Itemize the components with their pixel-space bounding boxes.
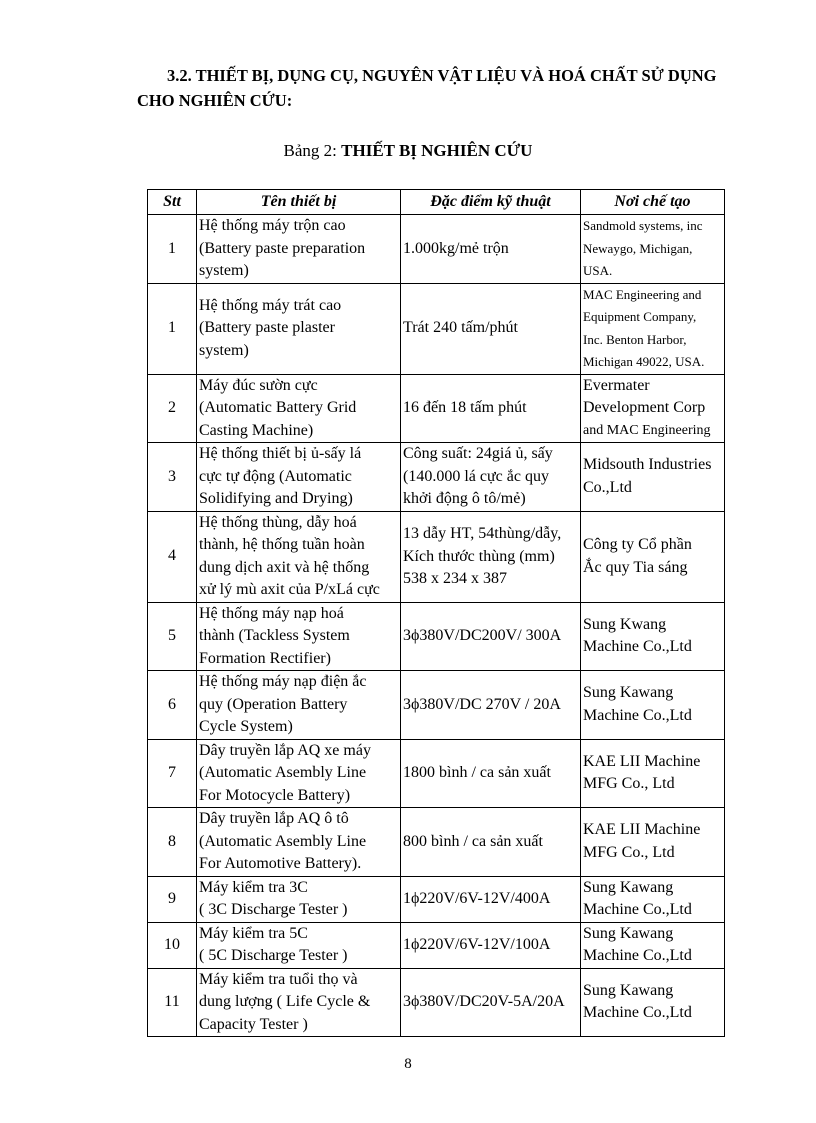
row-manufacturer bbox=[581, 808, 725, 877]
row-equipment-name-line: ( 5C Discharge Tester ) bbox=[199, 947, 348, 964]
row-specification-line: 16 đến 18 tấm phút bbox=[403, 399, 527, 416]
header-stt: Stt bbox=[148, 190, 197, 215]
row-specification-line: 3ϕ380V/DC 270V / 20A bbox=[403, 695, 561, 713]
row-manufacturer bbox=[581, 739, 725, 808]
row-specification bbox=[401, 374, 581, 443]
row-equipment-name-line: thành, hệ thống tuần hoàn bbox=[199, 536, 365, 553]
row-equipment-name-line: system) bbox=[199, 341, 249, 359]
row-equipment-name-line: (Automatic Asembly Line bbox=[199, 832, 367, 850]
row-manufacturer-line: Michigan 49022, USA. bbox=[583, 354, 705, 369]
row-stt: 8 bbox=[148, 808, 197, 877]
row-specification bbox=[401, 876, 581, 922]
row-equipment-name-line: (Automatic Asembly Line bbox=[199, 764, 367, 781]
row-specification-line: (140.000 lá cực ắc quy bbox=[403, 467, 549, 485]
row-specification bbox=[401, 443, 581, 512]
row-manufacturer-line: USA. bbox=[583, 263, 613, 278]
row-equipment-name-line: For Motocycle Battery) bbox=[199, 786, 351, 804]
row-manufacturer bbox=[581, 374, 725, 443]
row-specification bbox=[401, 968, 581, 1037]
row-equipment-name-line: Capacity Tester ) bbox=[199, 1015, 308, 1033]
row-equipment-name bbox=[197, 602, 401, 671]
table-header-row bbox=[148, 190, 725, 215]
header-specification: Đặc điểm kỹ thuật bbox=[401, 190, 581, 215]
row-manufacturer bbox=[581, 443, 725, 512]
row-equipment-name-line: dung dịch axit và hệ thống bbox=[199, 558, 370, 576]
row-equipment-name-line: Solidifying and Drying) bbox=[199, 490, 353, 507]
row-stt: 1 bbox=[148, 215, 197, 284]
row-manufacturer-line: Machine Co.,Ltd bbox=[583, 947, 692, 964]
row-manufacturer-line: Sung Kawang bbox=[583, 684, 674, 702]
row-manufacturer-line: and MAC Engineering bbox=[583, 422, 711, 438]
row-equipment-name bbox=[197, 374, 401, 443]
row-specification-line: 1ϕ220V/6V-12V/100A bbox=[403, 935, 551, 953]
table-row bbox=[148, 922, 725, 968]
row-manufacturer-line: Machine Co.,Ltd bbox=[583, 706, 692, 724]
table-row bbox=[148, 443, 725, 512]
row-manufacturer-line: Development Corp bbox=[583, 399, 706, 416]
row-stt: 7 bbox=[148, 739, 197, 808]
table-row bbox=[148, 511, 725, 602]
row-equipment-name-line: xử lý mù axit của P/xLá cực bbox=[199, 581, 380, 598]
row-specification-line: 3ϕ380V/DC200V/ 300A bbox=[403, 627, 562, 644]
section-heading-line-1: 3.2. THIẾT BỊ, DỤNG CỤ, NGUYÊN VẬT LIỆU VÀ HOÁ CHẤT SỬ DỤNG bbox=[167, 66, 717, 85]
row-manufacturer-line: Sandmold systems, inc bbox=[583, 218, 703, 233]
row-manufacturer-line: Evermater bbox=[583, 376, 650, 394]
table-row bbox=[148, 876, 725, 922]
row-manufacturer-line: Ắc quy Tia sáng bbox=[583, 558, 688, 576]
row-equipment-name bbox=[197, 876, 401, 922]
row-equipment-name-line: Dây truyền lắp AQ ô tô bbox=[199, 810, 349, 827]
row-specification bbox=[401, 671, 581, 740]
section-heading-line-2: CHO NGHIÊN CỨU: bbox=[137, 91, 293, 110]
header-manufacturer: Nơi chế tạo bbox=[581, 190, 725, 215]
row-manufacturer-line: Inc. Benton Harbor, bbox=[583, 331, 687, 347]
row-equipment-name-line: Máy kiểm tra tuổi thọ và bbox=[199, 970, 358, 988]
row-stt: 6 bbox=[148, 671, 197, 740]
row-equipment-name-line: thành (Tackless System bbox=[199, 627, 350, 644]
row-manufacturer-line: MFG Co., Ltd bbox=[583, 775, 675, 793]
row-equipment-name-line: dung lượng ( Life Cycle & bbox=[199, 993, 371, 1010]
table-row bbox=[148, 215, 725, 284]
row-stt: 11 bbox=[148, 968, 197, 1037]
row-specification bbox=[401, 922, 581, 968]
row-manufacturer-line: Newaygo, Michigan, bbox=[583, 240, 693, 256]
row-manufacturer-line: Sung Kawang bbox=[583, 981, 674, 999]
row-specification bbox=[401, 215, 581, 284]
row-equipment-name bbox=[197, 511, 401, 602]
row-manufacturer-line: Equipment Company, bbox=[583, 309, 697, 324]
row-specification-line: Trát 240 tấm/phút bbox=[403, 319, 518, 337]
row-manufacturer-line: Co.,Ltd bbox=[583, 478, 632, 496]
table-caption bbox=[0, 140, 816, 162]
row-specification-line: 13 dẫy HT, 54thùng/dẫy, bbox=[403, 525, 562, 542]
row-specification-line: Kích thước thùng (mm) bbox=[403, 547, 555, 565]
header-equipment-name: Tên thiết bị bbox=[197, 190, 401, 215]
row-stt: 9 bbox=[148, 876, 197, 922]
row-manufacturer bbox=[581, 968, 725, 1037]
row-equipment-name bbox=[197, 922, 401, 968]
row-specification bbox=[401, 602, 581, 671]
row-manufacturer bbox=[581, 215, 725, 284]
row-manufacturer bbox=[581, 671, 725, 740]
row-equipment-name-line: quy (Operation Battery bbox=[199, 695, 348, 713]
row-manufacturer-line: KAE LII Machine bbox=[583, 752, 701, 770]
row-manufacturer bbox=[581, 876, 725, 922]
table-row bbox=[148, 671, 725, 740]
row-manufacturer bbox=[581, 922, 725, 968]
row-manufacturer-line: Midsouth Industries bbox=[583, 456, 712, 474]
row-equipment-name bbox=[197, 443, 401, 512]
row-equipment-name-line: Máy kiểm tra 5C bbox=[199, 924, 308, 942]
row-specification-line: 1.000kg/mẻ trộn bbox=[403, 239, 509, 257]
row-stt: 5 bbox=[148, 602, 197, 671]
row-equipment-name-line: Hệ thống máy nạp điện ắc bbox=[199, 673, 367, 690]
row-specification-line: 538 x 234 x 387 bbox=[403, 570, 507, 587]
row-stt: 1 bbox=[148, 283, 197, 374]
row-equipment-name bbox=[197, 215, 401, 284]
row-equipment-name-line: Hệ thống máy nạp hoá bbox=[199, 604, 344, 622]
row-stt: 3 bbox=[148, 443, 197, 512]
row-specification-line: 800 bình / ca sản xuất bbox=[403, 832, 543, 850]
row-manufacturer-line: Machine Co.,Ltd bbox=[583, 901, 692, 918]
row-manufacturer-line: MFG Co., Ltd bbox=[583, 843, 675, 861]
row-stt: 4 bbox=[148, 511, 197, 602]
row-manufacturer bbox=[581, 511, 725, 602]
row-specification-line: 1ϕ220V/6V-12V/400A bbox=[403, 889, 551, 907]
row-equipment-name-line: Hệ thống thùng, dẫy hoá bbox=[199, 513, 357, 531]
section-heading bbox=[137, 63, 737, 113]
table-row bbox=[148, 283, 725, 374]
row-manufacturer-line: MAC Engineering and bbox=[583, 286, 702, 302]
page-number: 8 bbox=[404, 1056, 412, 1072]
row-specification bbox=[401, 808, 581, 877]
table-row bbox=[148, 968, 725, 1037]
row-equipment-name-line: (Battery paste plaster bbox=[199, 319, 335, 337]
row-equipment-name-line: (Battery paste preparation bbox=[199, 239, 366, 257]
row-manufacturer-line: Machine Co.,Ltd bbox=[583, 1004, 692, 1022]
row-specification-line: khởi động ô tô/mẻ) bbox=[403, 490, 526, 507]
row-specification bbox=[401, 739, 581, 808]
row-manufacturer-line: Công ty Cổ phần bbox=[583, 536, 692, 553]
table-caption-prefix: Bảng 2: bbox=[283, 141, 342, 160]
row-equipment-name-line: Dây truyền lắp AQ xe máy bbox=[199, 741, 371, 759]
row-equipment-name-line: Hệ thống thiết bị ủ-sấy lá bbox=[199, 445, 362, 462]
table-row bbox=[148, 374, 725, 443]
row-equipment-name-line: Máy kiểm tra 3C bbox=[199, 878, 308, 896]
row-equipment-name-line: Cycle System) bbox=[199, 718, 293, 735]
row-manufacturer-line: Machine Co.,Ltd bbox=[583, 638, 692, 656]
row-specification-line: 3ϕ380V/DC20V-5A/20A bbox=[403, 993, 565, 1010]
row-specification bbox=[401, 283, 581, 374]
row-equipment-name bbox=[197, 283, 401, 374]
table-caption-title: THIẾT BỊ NGHIÊN CỨU bbox=[341, 141, 533, 160]
row-equipment-name bbox=[197, 739, 401, 808]
row-equipment-name-line: cực tự động (Automatic bbox=[199, 467, 352, 485]
row-specification-line: Công suất: 24giá ủ, sấy bbox=[403, 445, 553, 462]
row-equipment-name-line: (Automatic Battery Grid bbox=[199, 399, 357, 416]
table-row bbox=[148, 808, 725, 877]
row-equipment-name-line: For Automotive Battery). bbox=[199, 855, 362, 872]
row-specification bbox=[401, 511, 581, 602]
row-specification-line: 1800 bình / ca sản xuất bbox=[403, 764, 551, 781]
table-row bbox=[148, 602, 725, 671]
row-manufacturer-line: KAE LII Machine bbox=[583, 821, 701, 839]
row-manufacturer-line: Sung Kwang bbox=[583, 615, 667, 633]
row-equipment-name-line: Formation Rectifier) bbox=[199, 649, 331, 667]
row-equipment-name bbox=[197, 968, 401, 1037]
row-manufacturer bbox=[581, 283, 725, 374]
row-equipment-name bbox=[197, 671, 401, 740]
equipment-table bbox=[147, 189, 725, 1037]
row-manufacturer-line: Sung Kawang bbox=[583, 878, 674, 896]
row-equipment-name-line: system) bbox=[199, 262, 249, 279]
row-manufacturer bbox=[581, 602, 725, 671]
row-equipment-name bbox=[197, 808, 401, 877]
table-row bbox=[148, 739, 725, 808]
row-stt: 2 bbox=[148, 374, 197, 443]
row-equipment-name-line: Hệ thống máy trộn cao bbox=[199, 217, 346, 234]
row-equipment-name-line: ( 3C Discharge Tester ) bbox=[199, 901, 348, 918]
row-equipment-name-line: Máy đúc sườn cực bbox=[199, 376, 318, 394]
row-equipment-name-line: Casting Machine) bbox=[199, 421, 314, 439]
row-manufacturer-line: Sung Kawang bbox=[583, 924, 674, 942]
table-body bbox=[148, 215, 725, 1037]
row-equipment-name-line: Hệ thống máy trát cao bbox=[199, 296, 342, 314]
row-stt: 10 bbox=[148, 922, 197, 968]
